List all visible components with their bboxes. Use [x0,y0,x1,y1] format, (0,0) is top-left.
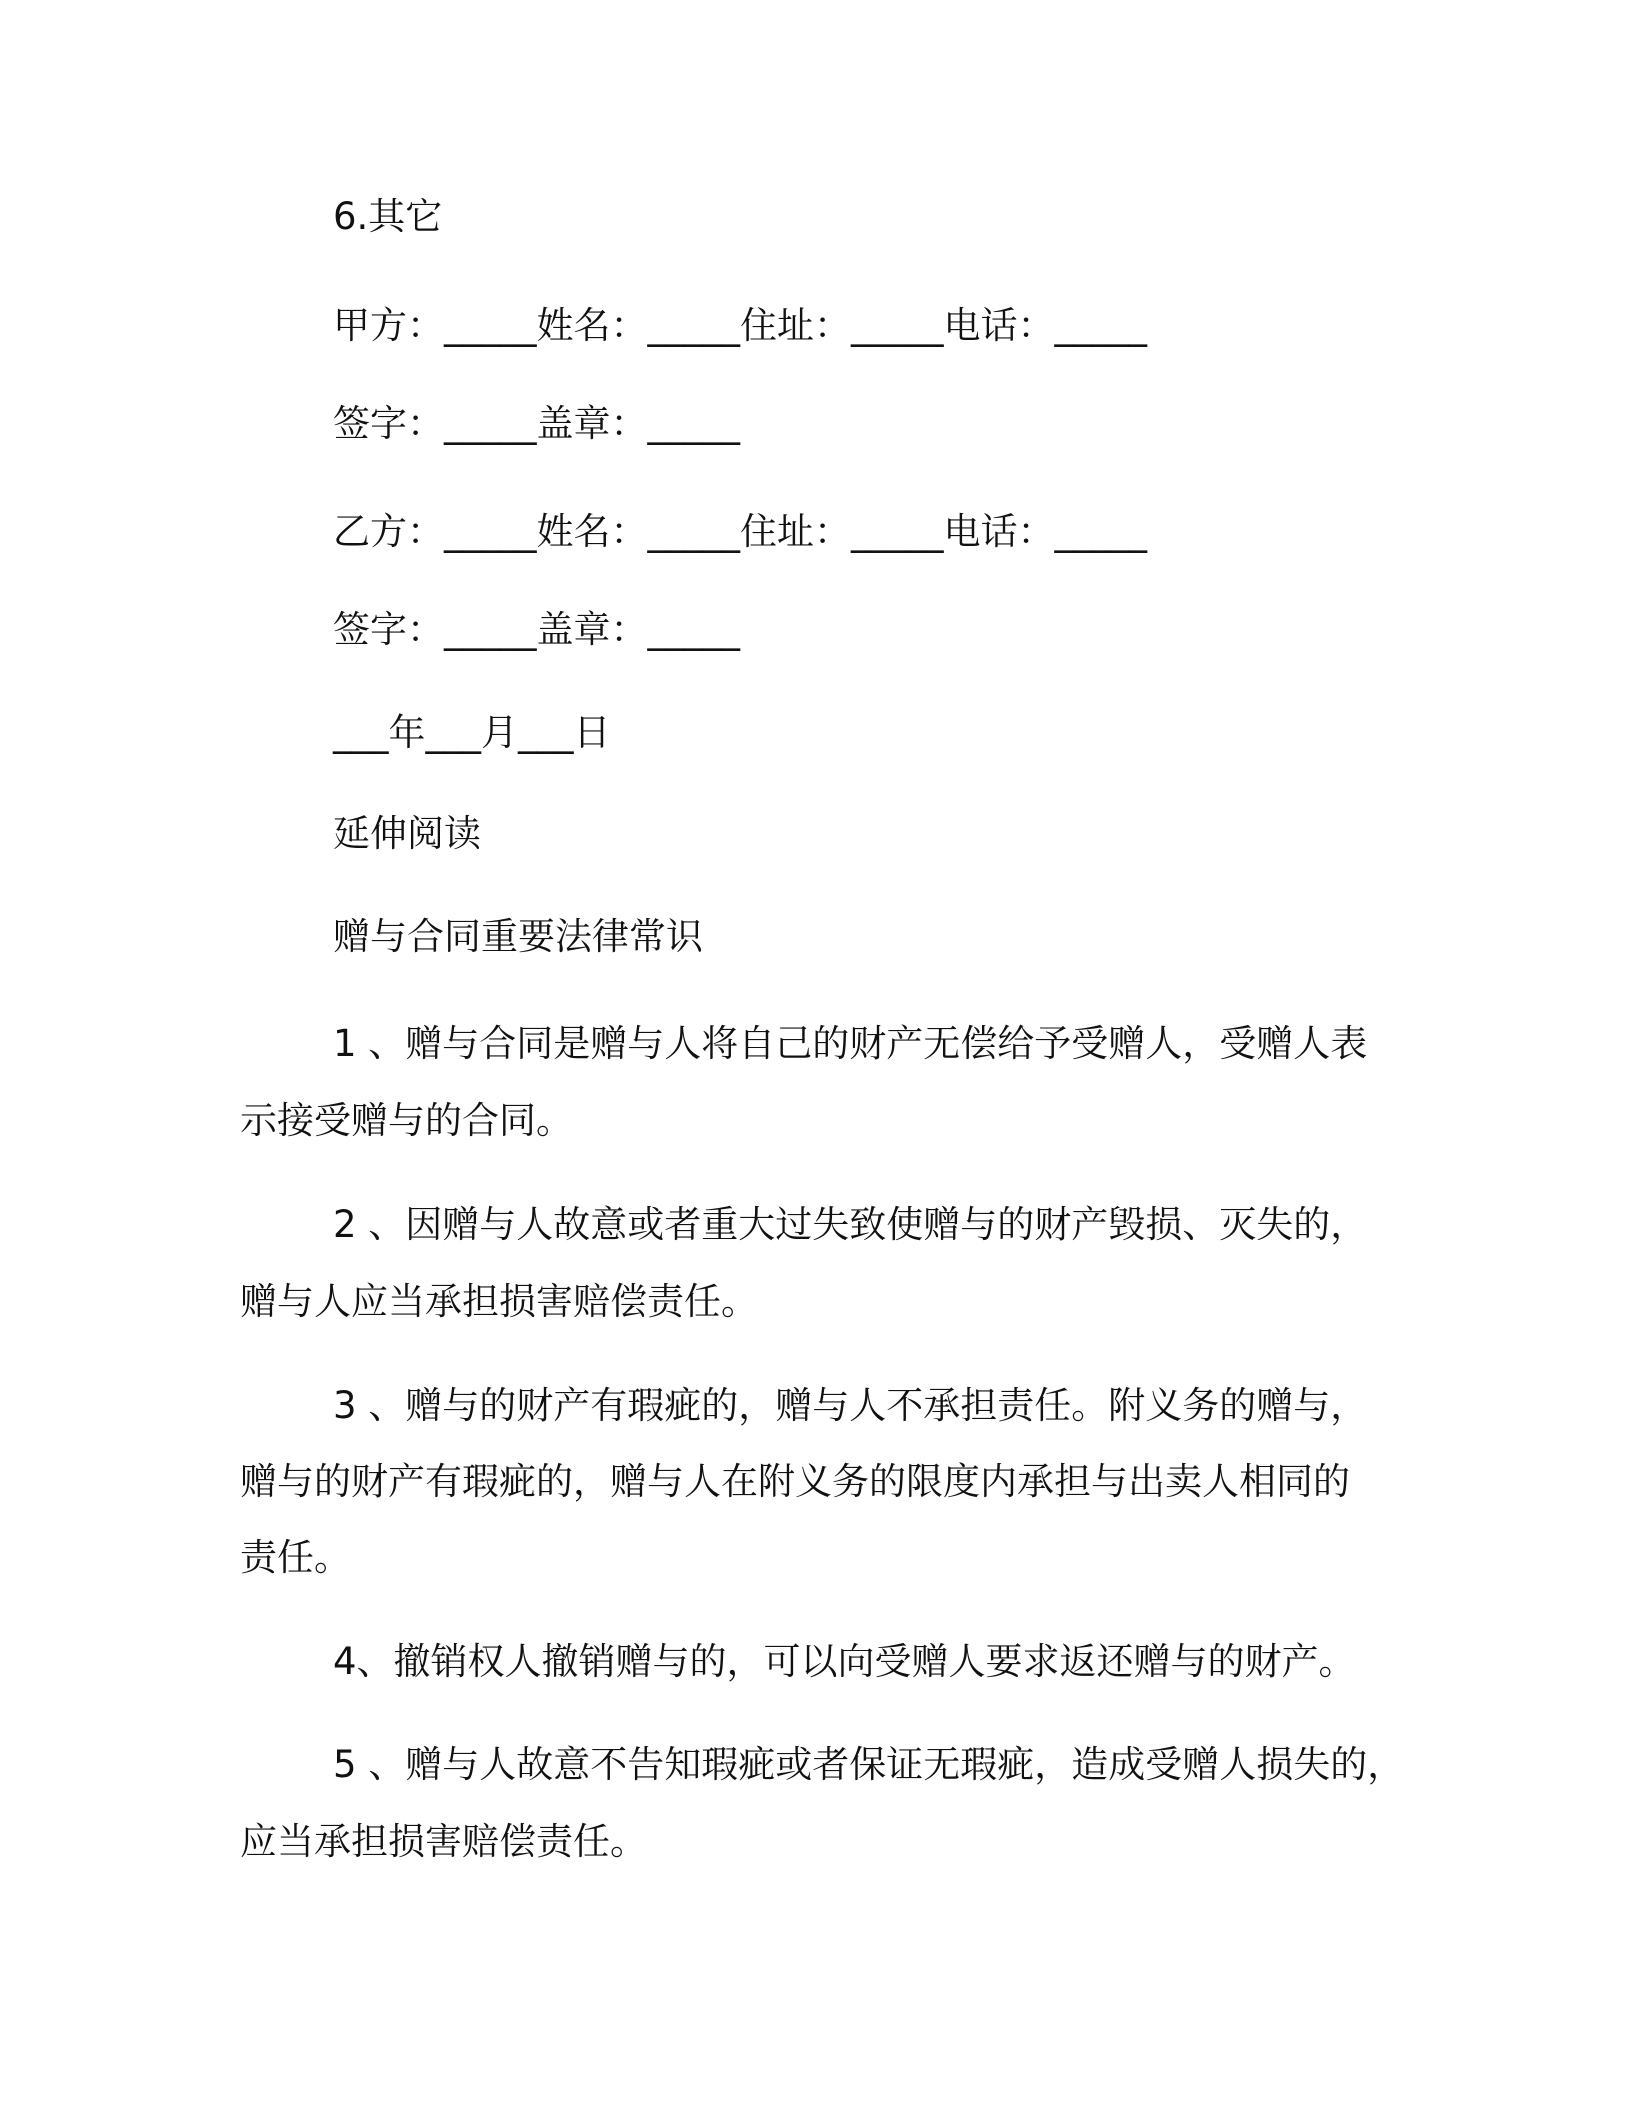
party-a-info-line: 甲方：_____姓名：_____住址：_____电话：_____ [333,304,1147,347]
item-3-line-3: 责任。 [240,1536,351,1579]
date-line: ___年___月___日 [333,711,611,754]
party-b-sign-line: 签字：_____盖章：_____ [333,608,740,651]
item-1-line-1: 1 、赠与合同是赠与人将自己的财产无偿给予受赠人，受赠人表 [333,1022,1368,1065]
item-1-line-2: 示接受赠与的合同。 [240,1099,573,1142]
item-3-line-1: 3 、赠与的财产有瑕疵的，赠与人不承担责任。附义务的赠与， [333,1384,1368,1427]
item-5-line-1: 5 、赠与人故意不告知瑕疵或者保证无瑕疵，造成受赠人损失的， [333,1743,1405,1786]
item-2-line-2: 赠与人应当承担损害赔偿责任。 [240,1280,758,1323]
item-4-line-1: 4、撤销权人撤销赠与的，可以向受赠人要求返还赠与的财产。 [333,1640,1356,1683]
item-3-line-2: 赠与的财产有瑕疵的，赠与人在附义务的限度内承担与出卖人相同的 [240,1460,1350,1503]
item-2-line-1: 2 、因赠与人故意或者重大过失致使赠与的财产毁损、灭失的， [333,1203,1368,1246]
section-heading: 6.其它 [333,195,443,238]
extended-reading-label: 延伸阅读 [333,812,481,855]
knowledge-title: 赠与合同重要法律常识 [333,915,703,958]
party-b-info-line: 乙方：_____姓名：_____住址：_____电话：_____ [333,510,1147,553]
party-a-sign-line: 签字：_____盖章：_____ [333,402,740,445]
item-5-line-2: 应当承担损害赔偿责任。 [240,1820,647,1863]
